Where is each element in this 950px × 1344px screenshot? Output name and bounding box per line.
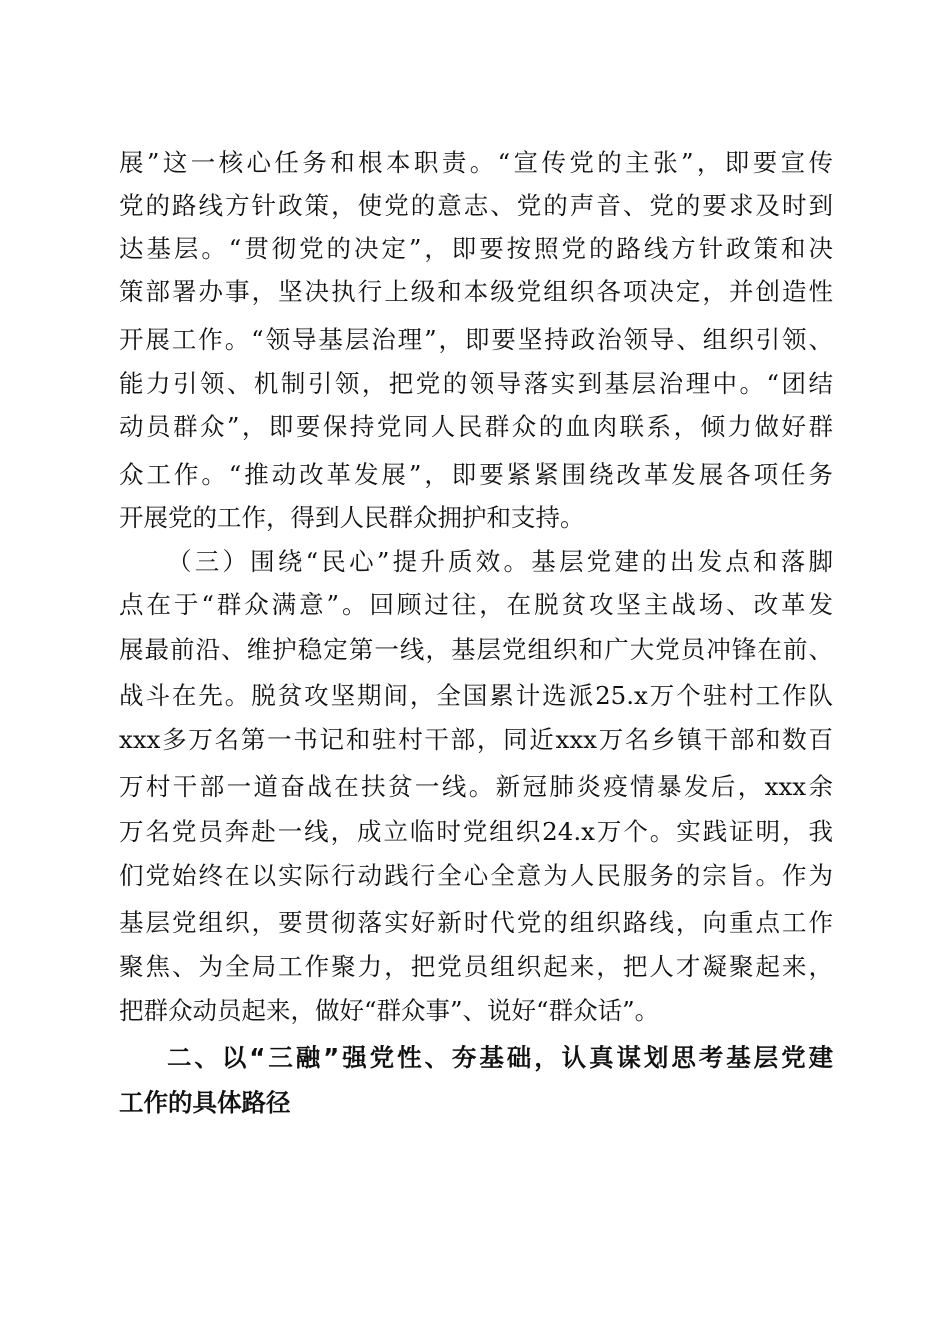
paragraph-line: 把群众动员起来，做好“群众事”、说好“群众话”。 [119, 996, 660, 1025]
paragraph-line: 动员群众”，即要保持党同人民群众的血肉联系，倾力做好群 [119, 412, 833, 441]
paragraph-line: （三）围绕“民心”提升质效。基层党建的出发点和落脚 [167, 547, 833, 576]
paragraph-line: 万名党员奔赴一线，成立临时党组织24.x万个。实践证明，我 [119, 817, 833, 846]
paragraph-line: 聚焦、为全局工作聚力，把党员组织起来，把人才凝聚起来， [119, 952, 833, 981]
paragraph-line: 众工作。“推动改革发展”，即要紧紧围绕改革发展各项任务 [119, 460, 833, 489]
paragraph-line: 战斗在先。脱贫攻坚期间，全国累计选派25.x万个驻村工作队 [119, 681, 833, 710]
section-heading: 工作的具体路径 [119, 1088, 291, 1117]
paragraph-line: 开展党的工作，得到人民群众拥护和支持。 [119, 503, 585, 532]
paragraph-line: 们党始终在以实际行动践行全心全意为人民服务的宗旨。作为 [119, 861, 833, 890]
section-heading: 二、以“三融”强党性、夯基础，认真谋划思考基层党建 [167, 1043, 833, 1072]
paragraph-line: 策部署办事，坚决执行上级和本级党组织各项决定，并创造性 [119, 277, 833, 306]
paragraph-line: xxx多万名第一书记和驻村干部，同近xxx万名乡镇干部和数百 [119, 725, 833, 754]
paragraph-line: 点在于“群众满意”。回顾过往，在脱贫攻坚主战场、改革发 [119, 590, 833, 619]
paragraph-line: 达基层。“贯彻党的决定”，即要按照党的路线方针政策和决 [119, 234, 833, 263]
paragraph-line: 党的路线方针政策，使党的意志、党的声音、党的要求及时到 [119, 191, 833, 220]
paragraph-line: 基层党组织，要贯彻落实好新时代党的组织路线，向重点工作 [119, 908, 833, 937]
paragraph-line: 展最前沿、维护稳定第一线，基层党组织和广大党员冲锋在前、 [119, 635, 833, 664]
paragraph-line: 能力引领、机制引领，把党的领导落实到基层治理中。“团结 [119, 369, 833, 398]
paragraph-line: 开展工作。“领导基层治理”，即要坚持政治领导、组织引领、 [119, 325, 833, 354]
paragraph-line: 万村干部一道奋战在扶贫一线。新冠肺炎疫情暴发后，xxx余 [119, 772, 833, 801]
paragraph-line: 展”这一核心任务和根本职责。“宣传党的主张”，即要宣传 [119, 148, 833, 177]
